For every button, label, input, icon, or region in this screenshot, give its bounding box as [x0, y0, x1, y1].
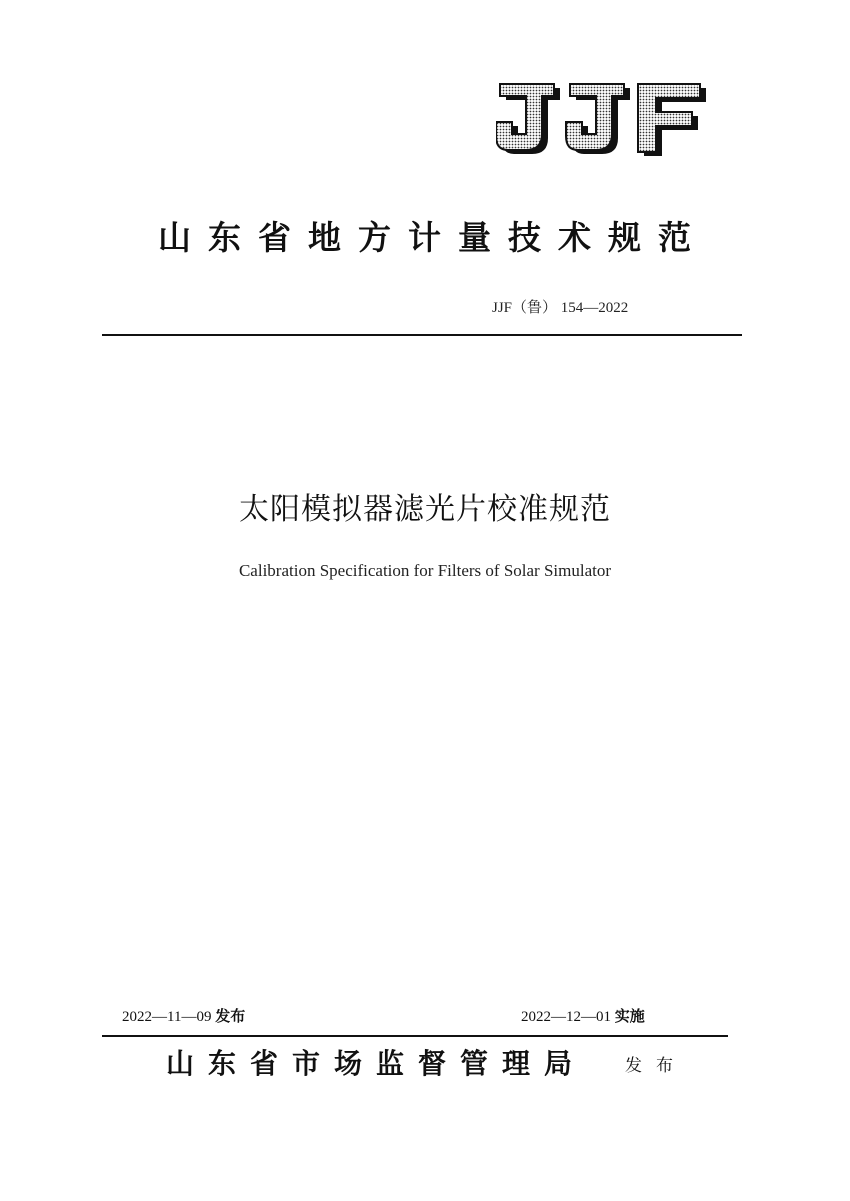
top-divider [102, 334, 742, 336]
document-number: JJF（鲁） 154—2022 [492, 300, 629, 316]
effective-label: 实施 [614, 1007, 645, 1025]
bottom-divider [102, 1035, 728, 1037]
issue-date: 2022—11—09 [122, 1009, 212, 1025]
publisher-name: 山东省市场监督管理局 [166, 1047, 587, 1080]
publish-label: 发布 [625, 1056, 687, 1076]
document-title-english: Calibration Specification for Filters of Solar Simulator [238, 561, 612, 580]
effective-date: 2022—12—01 [521, 1009, 611, 1025]
issue-label: 发布 [215, 1007, 246, 1025]
effective-date-line [521, 1005, 645, 1026]
jjf-logo [496, 80, 708, 160]
document-title-chinese: 太阳模拟器滤光片校准规范 [239, 492, 611, 527]
issue-date-line [122, 1005, 245, 1026]
series-title: 山东省地方计量技术规范 [158, 218, 708, 257]
